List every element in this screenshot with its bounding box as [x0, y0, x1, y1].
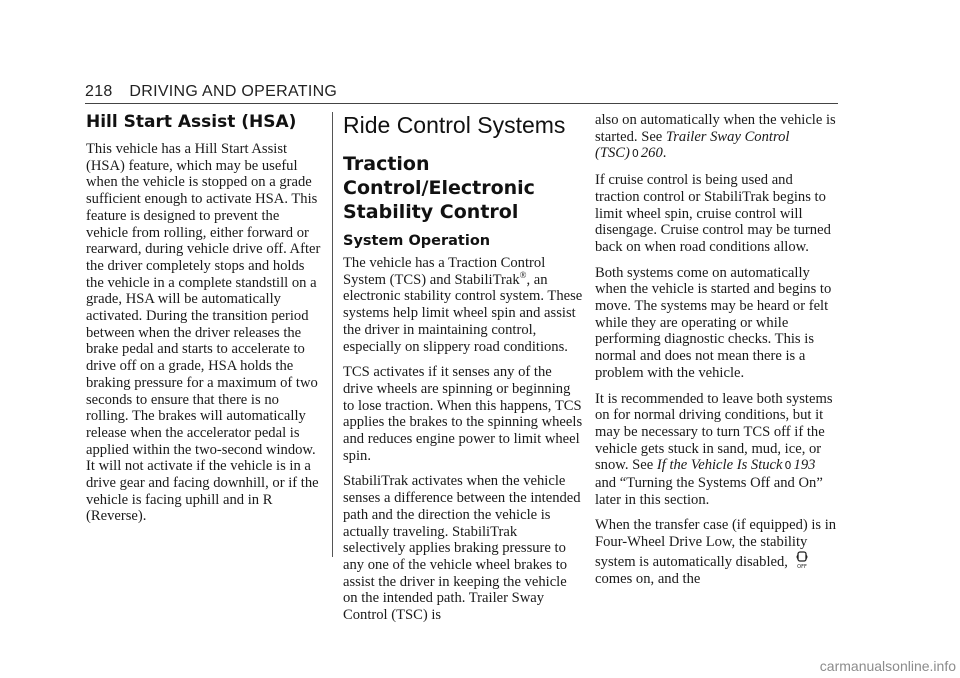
header-rule — [85, 103, 838, 104]
hsa-heading: Hill Start Assist (HSA) — [86, 112, 297, 132]
transfer-text-a: When the transfer case (if equipped) is in Four-Wheel Drive Low, the stability system is automatically disabled, — [595, 517, 837, 570]
watermark: carmanualsonline.info — [819, 658, 956, 674]
trailer-sway-link[interactable]: Trailer Sway Control (TSC) — [595, 128, 790, 162]
trailer-sway-page[interactable]: 260 — [640, 145, 663, 162]
column-3 — [595, 112, 840, 596]
page-ref-arrow-icon: 0 — [784, 459, 792, 473]
vehicle-stuck-page[interactable]: 193 — [793, 457, 816, 474]
column-1 — [86, 112, 322, 534]
vehicle-stuck-link[interactable]: If the Vehicle Is Stuck — [656, 457, 783, 474]
paragraph-intro — [343, 255, 583, 355]
page-header — [85, 83, 337, 101]
paragraph-both-systems: Both systems come on automatically when the vehicle is started and begins to move. The systems may be heard or felt while they are operating or while performing diagnostic checks. This is normal and does not mean there is a problem with the vehicle. — [595, 264, 832, 381]
paragraph-stabilitrak: StabiliTrak activates when the vehicle senses a difference between the intended path and the direction the vehicle is actually traveling. StabiliTrak selectively applies braking pressure to any one of the vehicle wheel brakes to assist the driver in keeping the vehicle on the intended path. Trailer Sway Control (TSC) is — [343, 473, 581, 624]
paragraph-recommend — [595, 391, 840, 509]
paragraph-tcs: TCS activates if it senses any of the drive wheels are spinning or beginning to lose traction. When this happens, TCS applies the brakes to the spinning wheels and reduces engine power to limit wheel spin. — [343, 364, 583, 464]
paragraph-transfer-case — [595, 517, 840, 587]
column-divider — [332, 112, 333, 557]
registered-mark: ® — [519, 269, 527, 280]
tcs-off-label: OFF — [796, 563, 807, 569]
column-2 — [343, 112, 583, 633]
recommend-text-b: and “Turning the Systems Off and On” later in this section. — [595, 475, 823, 508]
section-title: Ride Control Systems — [343, 112, 566, 138]
page-ref-arrow-icon: 0 — [631, 147, 639, 161]
page-number: 218 — [85, 83, 113, 100]
system-operation-heading: System Operation — [343, 233, 491, 249]
transfer-text-b: comes on, and the — [595, 570, 701, 587]
section-name: DRIVING AND OPERATING — [129, 83, 338, 100]
paragraph-cruise: If cruise control is being used and traction control or StabiliTrak begins to limit wheel spin, cruise control will disengage. Cruise control may be turned back on when road conditions allow. — [595, 172, 831, 255]
subsection-title: Traction Control/Electronic Stability Control — [343, 153, 535, 223]
paragraph-tsc — [595, 112, 840, 163]
hsa-paragraph: This vehicle has a Hill Start Assist (HSA) feature, which may be useful when the vehicle is stopped on a grade sufficient enough to activate HSA. This feature is designed to prevent the vehicle from rolling, either forward or rearward, during vehicle drive off. After the driver completely stops and holds the vehicle in a complete standstill on a grade, HSA will be automatically activated. During the transition period between when the driver releases the brake pedal and starts to accelerate to drive off on a grade, HSA holds the braking pressure for a maximum of two seconds to ensure that there is no rolling. The brakes will automatically release when the accelerator pedal is applied within the two-second window. It will not activate if the vehicle is in a drive gear and facing downhill, or if the vehicle is facing uphill and in R (Reverse). — [86, 141, 321, 525]
tsc-end: . — [662, 145, 667, 162]
recommend-text-a: It is recommended to leave both systems on for normal driving conditions, but it may be necessary to turn TCS off if the vehicle gets stuck in sand, mud, ice, or snow. See — [595, 390, 833, 474]
traction-control-off-icon — [795, 551, 809, 569]
intro-text-a: The vehicle has a Traction Control System (TCS) and StabiliTrak — [343, 255, 546, 288]
tsc-text: also on automatically when the vehicle is started. See — [595, 112, 836, 145]
intro-text-b: , an electronic stability control system. These systems help limit wheel spin and assist the driver in maintaining control, especially on slippery road conditions. — [343, 271, 583, 355]
